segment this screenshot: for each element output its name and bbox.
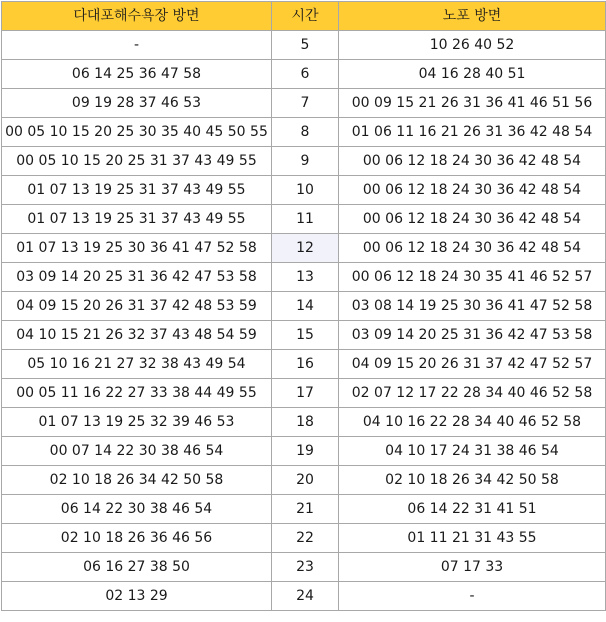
table-row (2, 437, 606, 466)
hour-cell: 20 (272, 466, 339, 495)
table-row (2, 408, 606, 437)
table-row (2, 466, 606, 495)
hour-cell: 5 (272, 31, 339, 60)
table-row (2, 31, 606, 60)
table-row-highlighted (2, 234, 606, 263)
dadaepo-minutes: 06 14 25 36 47 58 (2, 60, 272, 89)
dadaepo-minutes: 06 14 22 30 38 46 54 (2, 495, 272, 524)
table-row (2, 495, 606, 524)
table-row (2, 205, 606, 234)
table-row (2, 292, 606, 321)
table-row (2, 524, 606, 553)
dadaepo-minutes: 04 10 15 21 26 32 37 43 48 54 59 (2, 321, 272, 350)
header-nopo-direction: 노포 방면 (339, 2, 606, 31)
nopo-minutes: 06 14 22 31 41 51 (339, 495, 606, 524)
hour-cell: 18 (272, 408, 339, 437)
nopo-minutes: 02 07 12 17 22 28 34 40 46 52 58 (339, 379, 606, 408)
table-row (2, 379, 606, 408)
dadaepo-minutes: 02 13 29 (2, 582, 272, 611)
nopo-minutes: 10 26 40 52 (339, 31, 606, 60)
table-row (2, 118, 606, 147)
nopo-minutes: 02 10 18 26 34 42 50 58 (339, 466, 606, 495)
nopo-minutes: 07 17 33 (339, 553, 606, 582)
dadaepo-minutes: 02 10 18 26 34 42 50 58 (2, 466, 272, 495)
hour-cell: 17 (272, 379, 339, 408)
table-row (2, 350, 606, 379)
dadaepo-minutes: 02 10 18 26 36 46 56 (2, 524, 272, 553)
dadaepo-minutes: 00 07 14 22 30 38 46 54 (2, 437, 272, 466)
table-row (2, 582, 606, 611)
nopo-minutes: 04 10 17 24 31 38 46 54 (339, 437, 606, 466)
table-row (2, 321, 606, 350)
nopo-minutes: 00 06 12 18 24 30 36 42 48 54 (339, 147, 606, 176)
hour-cell: 12 (272, 234, 339, 263)
dadaepo-minutes: - (2, 31, 272, 60)
header-row (2, 2, 606, 31)
nopo-minutes: 03 08 14 19 25 30 36 41 47 52 58 (339, 292, 606, 321)
hour-cell: 24 (272, 582, 339, 611)
nopo-minutes: 00 06 12 18 24 30 36 42 48 54 (339, 234, 606, 263)
hour-cell: 15 (272, 321, 339, 350)
hour-cell: 21 (272, 495, 339, 524)
nopo-minutes: 04 10 16 22 28 34 40 46 52 58 (339, 408, 606, 437)
hour-cell: 9 (272, 147, 339, 176)
table-row (2, 60, 606, 89)
dadaepo-minutes: 01 07 13 19 25 30 36 41 47 52 58 (2, 234, 272, 263)
nopo-minutes: 00 09 15 21 26 31 36 41 46 51 56 (339, 89, 606, 118)
nopo-minutes: 01 11 21 31 43 55 (339, 524, 606, 553)
nopo-minutes: 03 09 14 20 25 31 36 42 47 53 58 (339, 321, 606, 350)
nopo-minutes: 04 16 28 40 51 (339, 60, 606, 89)
dadaepo-minutes: 06 16 27 38 50 (2, 553, 272, 582)
hour-cell: 19 (272, 437, 339, 466)
hour-cell: 23 (272, 553, 339, 582)
nopo-minutes: 01 06 11 16 21 26 31 36 42 48 54 (339, 118, 606, 147)
table-row (2, 263, 606, 292)
dadaepo-minutes: 01 07 13 19 25 32 39 46 53 (2, 408, 272, 437)
table-row (2, 89, 606, 118)
nopo-minutes: 04 09 15 20 26 31 37 42 47 52 57 (339, 350, 606, 379)
dadaepo-minutes: 00 05 10 15 20 25 30 35 40 45 50 55 (2, 118, 272, 147)
nopo-minutes: 00 06 12 18 24 30 36 42 48 54 (339, 205, 606, 234)
hour-cell: 6 (272, 60, 339, 89)
nopo-minutes: 00 06 12 18 24 30 35 41 46 52 57 (339, 263, 606, 292)
hour-cell: 7 (272, 89, 339, 118)
dadaepo-minutes: 01 07 13 19 25 31 37 43 49 55 (2, 205, 272, 234)
hour-cell: 16 (272, 350, 339, 379)
dadaepo-minutes: 04 09 15 20 26 31 37 42 48 53 59 (2, 292, 272, 321)
hour-cell: 13 (272, 263, 339, 292)
header-time: 시간 (272, 2, 339, 31)
dadaepo-minutes: 01 07 13 19 25 31 37 43 49 55 (2, 176, 272, 205)
hour-cell: 11 (272, 205, 339, 234)
timetable (1, 1, 606, 611)
table-row (2, 147, 606, 176)
dadaepo-minutes: 00 05 11 16 22 27 33 38 44 49 55 (2, 379, 272, 408)
dadaepo-minutes: 09 19 28 37 46 53 (2, 89, 272, 118)
dadaepo-minutes: 00 05 10 15 20 25 31 37 43 49 55 (2, 147, 272, 176)
hour-cell: 10 (272, 176, 339, 205)
dadaepo-minutes: 03 09 14 20 25 31 36 42 47 53 58 (2, 263, 272, 292)
nopo-minutes: - (339, 582, 606, 611)
hour-cell: 14 (272, 292, 339, 321)
table-row (2, 176, 606, 205)
nopo-minutes: 00 06 12 18 24 30 36 42 48 54 (339, 176, 606, 205)
table-row (2, 553, 606, 582)
header-dadaepo-direction: 다대포해수욕장 방면 (2, 2, 272, 31)
hour-cell: 8 (272, 118, 339, 147)
dadaepo-minutes: 05 10 16 21 27 32 38 43 49 54 (2, 350, 272, 379)
hour-cell: 22 (272, 524, 339, 553)
